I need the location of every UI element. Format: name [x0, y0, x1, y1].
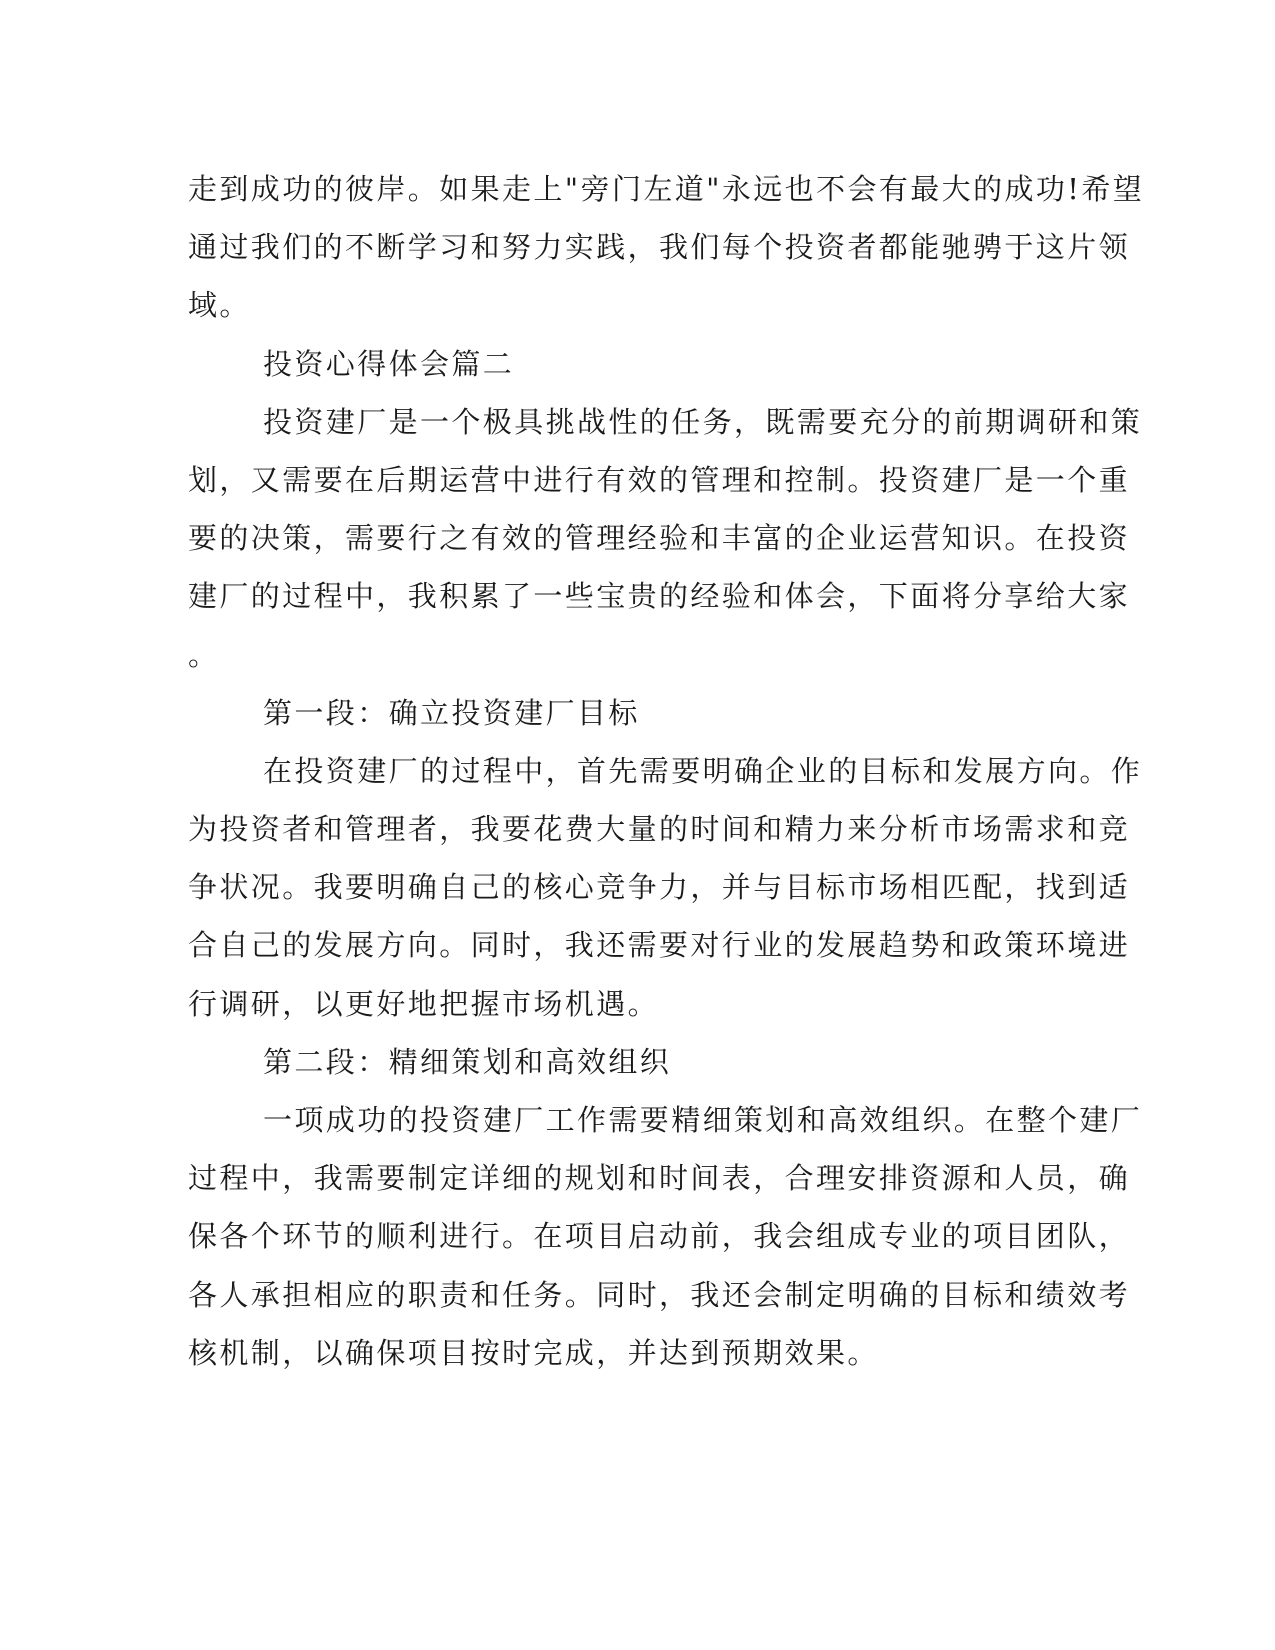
text-line: 建厂的过程中，我积累了一些宝贵的经验和体会，下面将分享给大家	[188, 579, 1131, 614]
text-line: 行调研，以更好地把握市场机遇。	[188, 986, 660, 1021]
text-line: 为投资者和管理者，我要花费大量的时间和精力来分析市场需求和竞	[188, 812, 1131, 847]
text-line: 要的决策，需要行之有效的管理经验和丰富的企业运营知识。在投资	[188, 521, 1131, 556]
text-line: 。	[188, 637, 220, 672]
text-line: 核机制，以确保项目按时完成，并达到预期效果。	[188, 1335, 879, 1370]
section-heading-text: 第二段：精细策划和高效组织	[263, 1044, 672, 1079]
text-line: 合自己的发展方向。同时，我还需要对行业的发展趋势和政策环境进	[188, 928, 1131, 963]
section-heading-two	[188, 1033, 1058, 1091]
section-heading-text: 第一段：确立投资建厂目标	[263, 695, 640, 730]
text-line: 走到成功的彼岸。如果走上"旁门左道"永远也不会有最大的成功!希望	[188, 172, 1145, 206]
text-line: 域。	[188, 288, 251, 323]
paragraph-conclusion	[188, 160, 1145, 335]
document-body	[188, 160, 1145, 1382]
section-title	[188, 335, 1058, 393]
text-line: 通过我们的不断学习和努力实践，我们每个投资者都能驰骋于这片领	[188, 230, 1131, 265]
paragraph-intro	[188, 393, 1143, 684]
text-line: 在投资建厂的过程中，首先需要明确企业的目标和发展方向。作	[263, 753, 1143, 788]
text-line: 一项成功的投资建厂工作需要精细策划和高效组织。在整个建厂	[263, 1103, 1143, 1137]
section-heading-one	[188, 684, 1058, 742]
text-line: 投资建厂是一个极具挑战性的任务，既需要充分的前期调研和策	[263, 404, 1143, 439]
text-line: 过程中，我需要制定详细的规划和时间表，合理安排资源和人员，确	[188, 1161, 1131, 1196]
text-line: 各人承担相应的职责和任务。同时，我还会制定明确的目标和绩效考	[188, 1277, 1131, 1312]
text-line: 保各个环节的顺利进行。在项目启动前，我会组成专业的项目团队，	[188, 1219, 1131, 1254]
section-title-text: 投资心得体会篇二	[263, 346, 515, 381]
text-line: 划，又需要在后期运营中进行有效的管理和控制。投资建厂是一个重	[188, 462, 1131, 497]
paragraph-section-two	[188, 1091, 1143, 1382]
text-line: 争状况。我要明确自己的核心竞争力，并与目标市场相匹配，找到适	[188, 870, 1131, 905]
paragraph-section-one	[188, 742, 1143, 1033]
